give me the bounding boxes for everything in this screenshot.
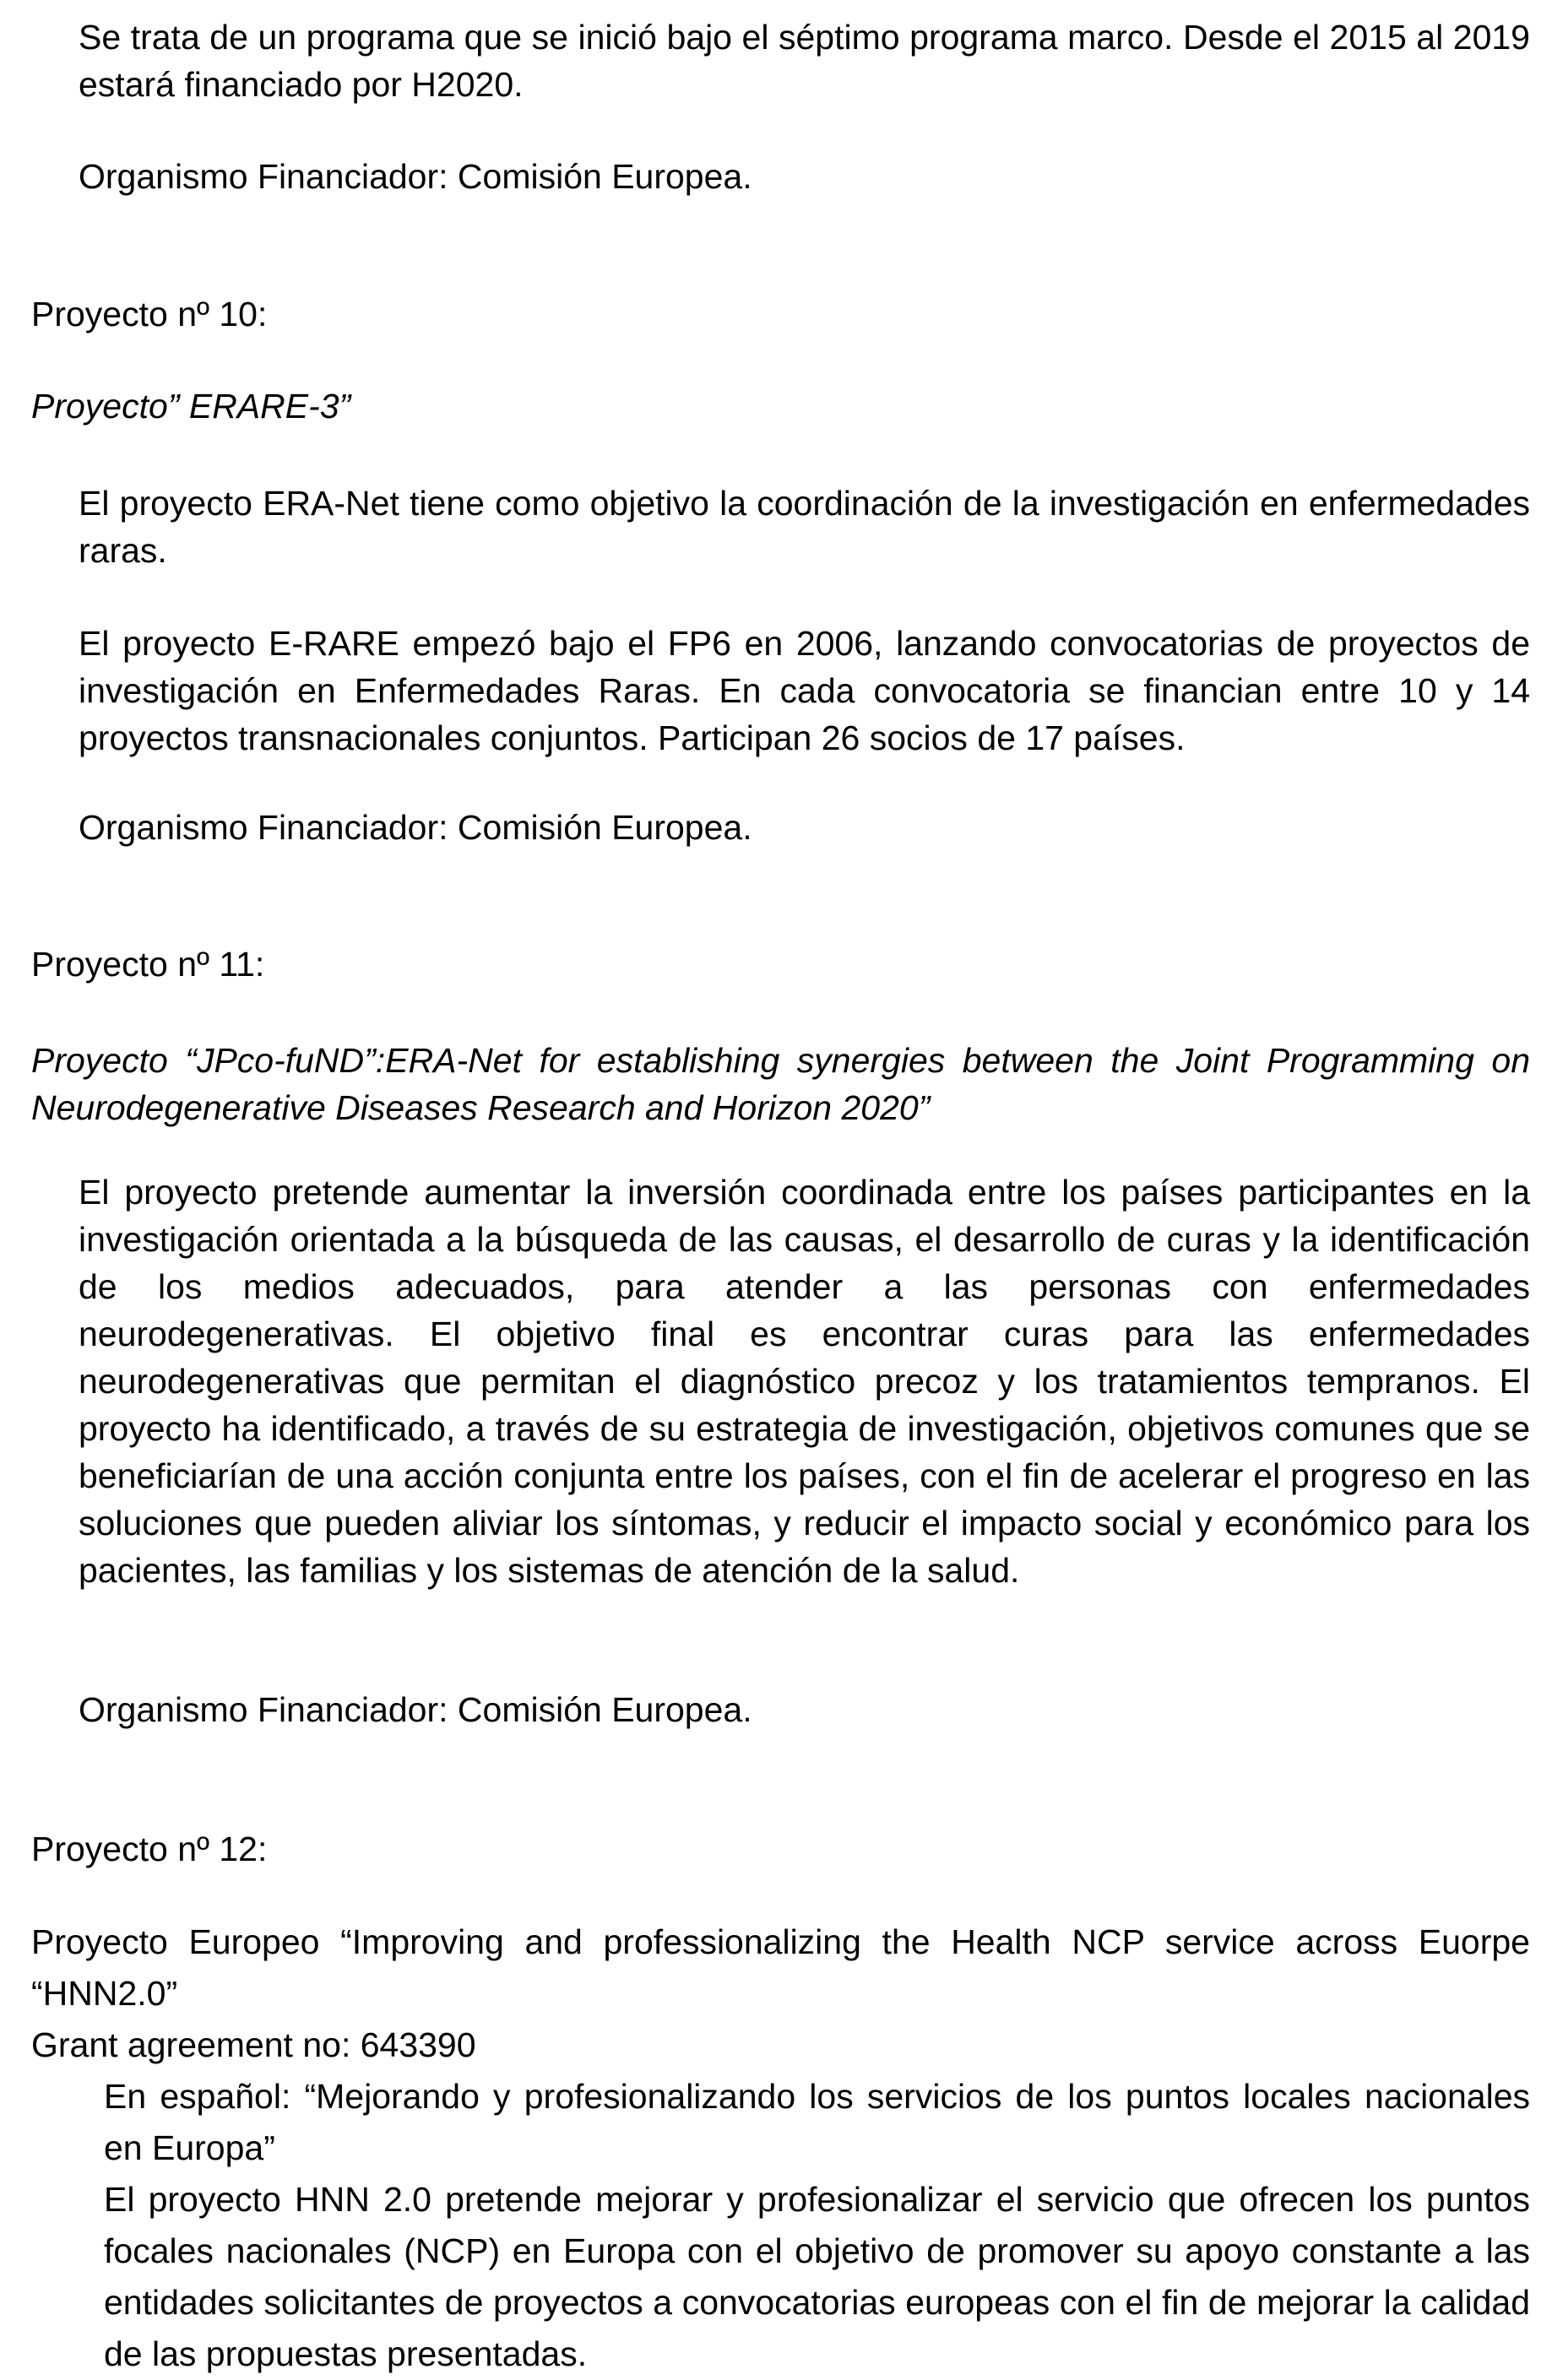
project-12-section <box>31 1916 1530 2380</box>
project-12-title-line: Proyecto Europeo “Improving and professionalizing the Health NCP service across Euorpe “HNN2.0” <box>31 1922 1530 2013</box>
project-11-paragraph-1: El proyecto pretende aumentar la inversión coordinada entre los países participantes en la investigación orientada a la búsqueda de las causas, el desarrollo de curas y la identificación de los medios adecuados, para atender a las personas con enfermedades neurodegenerativas. El objetivo final es encontrar curas para las enfermedades neurodegenerativas que permitan el diagnóstico precoz y los tratamientos tempranos. El proyecto ha identificado, a través de su estrategia de investigación, objetivos comunes que se beneficiarían de una acción conjunta entre los países, con el fin de acelerar el progreso en las soluciones que pueden aliviar los síntomas, y reducir el impacto social y económico para los pacientes, las familias y los sistemas de atención de la salud. <box>79 1173 1530 1590</box>
project-12-paragraph-2: El proyecto HNN 2.0 pretende mejorar y profesionalizar el servicio que ofrecen los puntos focales nacionales (NCP) en Europa con el objetivo de promover su apoyo constante a las entidades solicitantes de proyectos a convocatorias europeas con el fin de mejorar la calidad de las propuestas presentadas. <box>104 2180 1530 2373</box>
project-12-paragraph-1: En español: “Mejorando y profesionalizando los servicios de los puntos locales nacionales en Europa” <box>104 2077 1530 2167</box>
project-10-heading: Proyecto nº 10: <box>31 295 268 333</box>
project-10-paragraph-1: El proyecto ERA-Net tiene como objetivo la coordinación de la investigación en enfermedades raras. <box>79 484 1530 570</box>
funder-line: Organismo Financiador: Comisión Europea. <box>79 808 752 847</box>
project-11-heading: Proyecto nº 11: <box>31 945 265 984</box>
intro-paragraph: Se trata de un programa que se inició bajo el séptimo programa marco. Desde el 2015 al 2019 estará financiado por H2020. <box>79 18 1530 104</box>
project-12-heading: Proyecto nº 12: <box>31 1830 268 1868</box>
project-11-title: Proyecto “JPco-fuND”:ERA-Net for establishing synergies between the Joint Programming on Neurodegenerative Diseases Research and Horizon 2020” <box>31 1041 1530 1127</box>
project-10-title: Proyecto” ERARE-3” <box>31 387 351 426</box>
grant-agreement-line: Grant agreement no: 643390 <box>31 2025 476 2064</box>
project-10-paragraph-2: El proyecto E-RARE empezó bajo el FP6 en 2006, lanzando convocatorias de proyectos de investigación en Enfermedades Raras. En cada convocatoria se financian entre 10 y 14 proyectos transnacionales conjuntos. Participan 26 socios de 17 países. <box>79 624 1530 757</box>
funder-line: Organismo Financiador: Comisión Europea. <box>79 157 752 196</box>
funder-line: Organismo Financiador: Comisión Europea. <box>79 1690 752 1729</box>
